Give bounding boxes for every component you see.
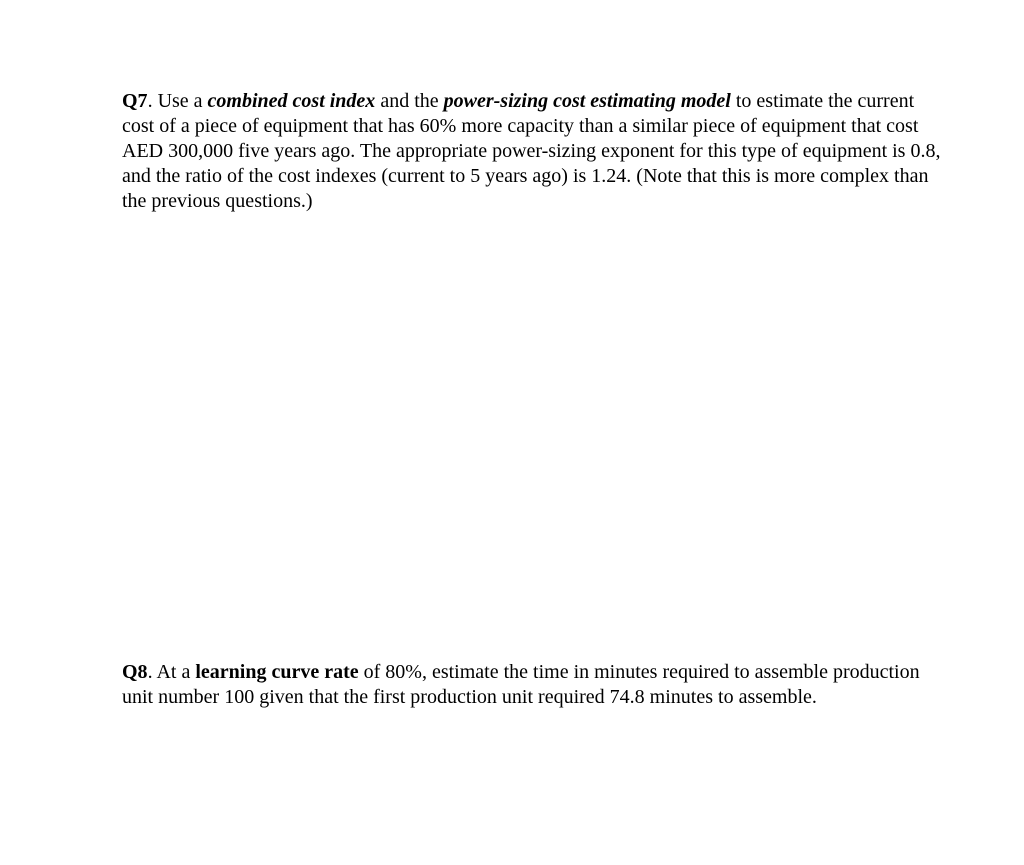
question-text: to estimate the current cost of a piece of equipment that has 60% more capacity than a similar piece of equipment that cost AED 300,000 five years ago. The appropriate power-sizing exponent for this type of equipment is 0.8, and the ratio of the cost indexes (current to 5 years ago) is 1.24. (Note that this is more complex than the previous questions.) xyxy=(122,90,941,212)
question-number: Q7 xyxy=(122,90,148,112)
question-text: of 80%, estimate the time in minutes required to assemble production unit number 100 given that the first production unit required 74.8 minutes to assemble. xyxy=(122,661,920,708)
question-text: . Use a xyxy=(147,90,208,112)
key-term: learning curve rate xyxy=(195,661,359,683)
key-term: combined cost index xyxy=(207,90,376,112)
question-text: and the xyxy=(375,90,444,112)
question-q7 xyxy=(122,89,942,214)
question-text: . At a xyxy=(147,661,196,683)
question-number: Q8 xyxy=(122,661,148,683)
key-term: power-sizing cost estimating model xyxy=(443,90,731,112)
question-q8 xyxy=(122,660,942,710)
